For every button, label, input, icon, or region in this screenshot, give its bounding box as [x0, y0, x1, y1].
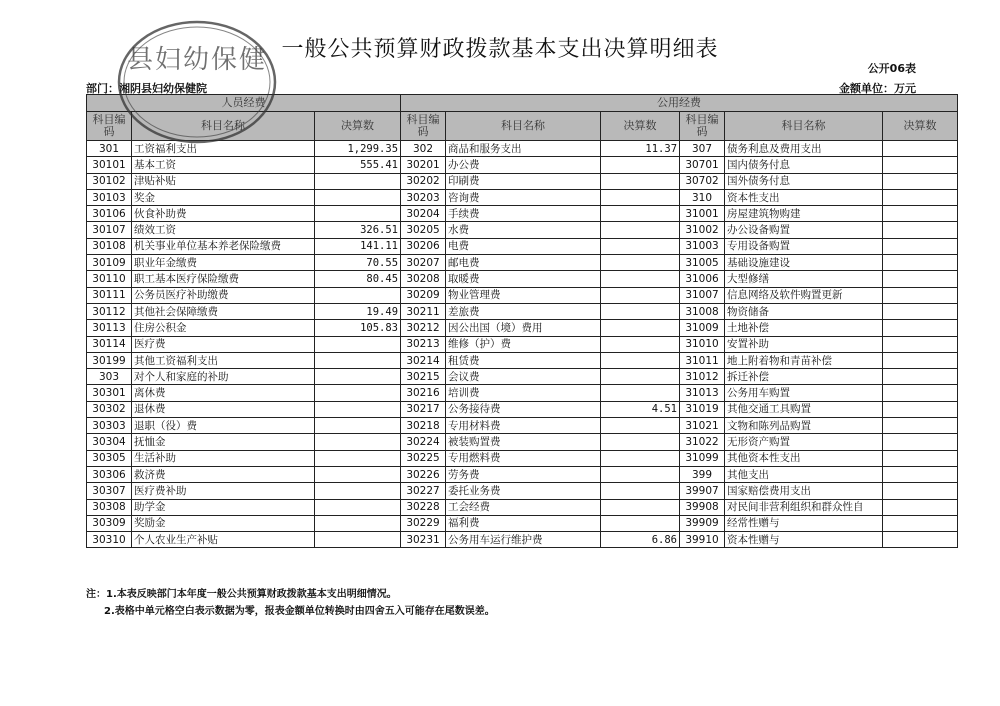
subject-code-cell: 30304 — [87, 434, 132, 450]
table-row — [87, 532, 958, 548]
subject-name-cell: 公务用车购置 — [725, 385, 883, 401]
subject-code-cell: 30206 — [401, 238, 446, 254]
subject-name-cell: 其他工资福利支出 — [132, 352, 315, 368]
amount-cell — [883, 287, 958, 303]
subject-code-cell: 30302 — [87, 401, 132, 417]
amount-cell — [315, 532, 401, 548]
subject-name-cell: 拆迁补偿 — [725, 369, 883, 385]
subject-name-cell: 因公出国（境）费用 — [446, 320, 601, 336]
column-header-name: 科目名称 — [132, 112, 315, 141]
amount-cell — [883, 483, 958, 499]
amount-cell — [883, 157, 958, 173]
subject-name-cell: 助学金 — [132, 499, 315, 515]
subject-name-cell: 无形资产购置 — [725, 434, 883, 450]
subject-code-cell: 30113 — [87, 320, 132, 336]
table-row — [87, 418, 958, 434]
subject-code-cell: 31019 — [680, 401, 725, 417]
amount-cell — [883, 336, 958, 352]
subject-name-cell: 差旅费 — [446, 303, 601, 319]
table-row — [87, 515, 958, 531]
table-row — [87, 222, 958, 238]
amount-cell — [315, 483, 401, 499]
amount-cell — [601, 434, 680, 450]
subject-code-cell: 310 — [680, 189, 725, 205]
amount-cell — [883, 303, 958, 319]
subject-name-cell: 商品和服务支出 — [446, 141, 601, 157]
column-header-code: 科目编码 — [680, 112, 725, 141]
subject-name-cell: 地上附着物和青苗补偿 — [725, 352, 883, 368]
subject-code-cell: 30231 — [401, 532, 446, 548]
subject-code-cell: 31099 — [680, 450, 725, 466]
amount-cell — [315, 515, 401, 531]
amount-cell — [883, 418, 958, 434]
table-row — [87, 238, 958, 254]
amount-cell — [315, 385, 401, 401]
subject-name-cell: 大型修缮 — [725, 271, 883, 287]
amount-cell — [883, 173, 958, 189]
subject-name-cell: 手续费 — [446, 206, 601, 222]
table-row — [87, 352, 958, 368]
subject-name-cell: 物业管理费 — [446, 287, 601, 303]
subject-name-cell: 维修（护）费 — [446, 336, 601, 352]
subject-name-cell: 电费 — [446, 238, 601, 254]
amount-cell — [601, 385, 680, 401]
subject-code-cell: 30224 — [401, 434, 446, 450]
column-header-code: 科目编码 — [87, 112, 132, 141]
subject-code-cell: 30228 — [401, 499, 446, 515]
table-row — [87, 369, 958, 385]
subject-name-cell: 津贴补贴 — [132, 173, 315, 189]
subject-code-cell: 30217 — [401, 401, 446, 417]
table-row — [87, 320, 958, 336]
form-number: 公开06表 — [867, 62, 916, 75]
amount-unit-label: 金额单位：万元 — [839, 82, 916, 95]
amount-cell: 141.11 — [315, 238, 401, 254]
subject-name-cell: 绩效工资 — [132, 222, 315, 238]
public-funds-header: 公用经费 — [401, 95, 958, 112]
amount-cell — [601, 222, 680, 238]
subject-code-cell: 301 — [87, 141, 132, 157]
subject-code-cell: 31003 — [680, 238, 725, 254]
subject-code-cell: 303 — [87, 369, 132, 385]
page-title: 一般公共预算财政拨款基本支出决算明细表 — [281, 37, 719, 62]
subject-name-cell: 个人农业生产补贴 — [132, 532, 315, 548]
subject-code-cell: 30211 — [401, 303, 446, 319]
amount-cell — [601, 271, 680, 287]
subject-code-cell: 31005 — [680, 255, 725, 271]
subject-name-cell: 水费 — [446, 222, 601, 238]
subject-name-cell: 退休费 — [132, 401, 315, 417]
amount-cell — [601, 189, 680, 205]
subject-code-cell: 31021 — [680, 418, 725, 434]
column-header-amount: 决算数 — [315, 112, 401, 141]
amount-cell — [883, 206, 958, 222]
subject-code-cell: 31011 — [680, 352, 725, 368]
subject-code-cell: 31012 — [680, 369, 725, 385]
subject-code-cell: 30109 — [87, 255, 132, 271]
subject-name-cell: 国内债务付息 — [725, 157, 883, 173]
amount-cell — [601, 336, 680, 352]
subject-code-cell: 30101 — [87, 157, 132, 173]
subject-code-cell: 31001 — [680, 206, 725, 222]
amount-cell — [601, 466, 680, 482]
subject-name-cell: 对民间非营利组织和群众性自 — [725, 499, 883, 515]
subject-name-cell: 专用设备购置 — [725, 238, 883, 254]
subject-code-cell: 30303 — [87, 418, 132, 434]
subject-name-cell: 对个人和家庭的补助 — [132, 369, 315, 385]
subject-code-cell: 30205 — [401, 222, 446, 238]
subject-name-cell: 机关事业单位基本养老保险缴费 — [132, 238, 315, 254]
subject-name-cell: 抚恤金 — [132, 434, 315, 450]
subject-name-cell: 国家赔偿费用支出 — [725, 483, 883, 499]
subject-code-cell: 30202 — [401, 173, 446, 189]
svg-text:县妇幼保健: 县妇幼保健 — [126, 45, 268, 75]
amount-cell — [601, 255, 680, 271]
amount-cell — [601, 499, 680, 515]
subject-code-cell: 31009 — [680, 320, 725, 336]
department-label: 部门：湘阴县妇幼保健院 — [86, 82, 207, 95]
table-row — [87, 466, 958, 482]
table-row — [87, 287, 958, 303]
subject-code-cell: 30310 — [87, 532, 132, 548]
subject-name-cell: 咨询费 — [446, 189, 601, 205]
subject-name-cell: 房屋建筑物购建 — [725, 206, 883, 222]
subject-name-cell: 医疗费补助 — [132, 483, 315, 499]
subject-code-cell: 30309 — [87, 515, 132, 531]
subject-code-cell: 30110 — [87, 271, 132, 287]
subject-name-cell: 奖金 — [132, 189, 315, 205]
amount-cell: 555.41 — [315, 157, 401, 173]
subject-name-cell: 公务接待费 — [446, 401, 601, 417]
footnote-2: 2.表格中单元格空白表示数据为零，报表金额单位转换时由四舍五入可能存在尾数误差。 — [104, 606, 495, 617]
subject-name-cell: 债务利息及费用支出 — [725, 141, 883, 157]
subject-code-cell: 30702 — [680, 173, 725, 189]
amount-cell — [315, 434, 401, 450]
subject-name-cell: 职工基本医疗保险缴费 — [132, 271, 315, 287]
amount-cell — [601, 157, 680, 173]
table-row — [87, 303, 958, 319]
table-row — [87, 141, 958, 157]
subject-name-cell: 公务员医疗补助缴费 — [132, 287, 315, 303]
subject-name-cell: 资本性支出 — [725, 189, 883, 205]
subject-name-cell: 经常性赠与 — [725, 515, 883, 531]
subject-name-cell: 安置补助 — [725, 336, 883, 352]
amount-cell: 105.83 — [315, 320, 401, 336]
subject-name-cell: 其他资本性支出 — [725, 450, 883, 466]
subject-name-cell: 工资福利支出 — [132, 141, 315, 157]
column-header-name: 科目名称 — [446, 112, 601, 141]
amount-cell — [601, 238, 680, 254]
subject-code-cell: 39907 — [680, 483, 725, 499]
amount-cell — [601, 303, 680, 319]
amount-cell — [601, 206, 680, 222]
subject-name-cell: 离休费 — [132, 385, 315, 401]
column-header-amount: 决算数 — [601, 112, 680, 141]
subject-name-cell: 委托业务费 — [446, 483, 601, 499]
subject-name-cell: 奖励金 — [132, 515, 315, 531]
subject-code-cell: 30199 — [87, 352, 132, 368]
subject-code-cell: 30229 — [401, 515, 446, 531]
subject-name-cell: 退职（役）费 — [132, 418, 315, 434]
amount-cell — [601, 450, 680, 466]
amount-cell — [883, 532, 958, 548]
table-row — [87, 336, 958, 352]
amount-cell: 70.55 — [315, 255, 401, 271]
amount-cell — [883, 369, 958, 385]
amount-cell — [315, 352, 401, 368]
subject-code-cell: 302 — [401, 141, 446, 157]
amount-cell — [601, 418, 680, 434]
subject-name-cell: 信息网络及软件购置更新 — [725, 287, 883, 303]
amount-cell — [315, 206, 401, 222]
subject-code-cell: 30204 — [401, 206, 446, 222]
amount-cell: 4.51 — [601, 401, 680, 417]
subject-name-cell: 文物和陈列品购置 — [725, 418, 883, 434]
subject-code-cell: 30207 — [401, 255, 446, 271]
subject-code-cell: 30301 — [87, 385, 132, 401]
subject-name-cell: 基础设施建设 — [725, 255, 883, 271]
table-row — [87, 450, 958, 466]
subject-code-cell: 30218 — [401, 418, 446, 434]
subject-name-cell: 会议费 — [446, 369, 601, 385]
amount-cell — [883, 271, 958, 287]
amount-cell — [883, 222, 958, 238]
subject-code-cell: 30214 — [401, 352, 446, 368]
subject-name-cell: 印刷费 — [446, 173, 601, 189]
amount-cell — [883, 255, 958, 271]
table-row — [87, 499, 958, 515]
subject-code-cell: 30208 — [401, 271, 446, 287]
subject-name-cell: 工会经费 — [446, 499, 601, 515]
amount-cell — [601, 287, 680, 303]
subject-code-cell: 31008 — [680, 303, 725, 319]
subject-code-cell: 30225 — [401, 450, 446, 466]
amount-cell — [315, 336, 401, 352]
subject-code-cell: 30209 — [401, 287, 446, 303]
amount-cell — [883, 466, 958, 482]
subject-code-cell: 30306 — [87, 466, 132, 482]
subject-code-cell: 31013 — [680, 385, 725, 401]
amount-cell — [315, 189, 401, 205]
subject-code-cell: 30212 — [401, 320, 446, 336]
amount-cell — [315, 418, 401, 434]
amount-cell — [883, 385, 958, 401]
subject-name-cell: 取暖费 — [446, 271, 601, 287]
amount-cell: 11.37 — [601, 141, 680, 157]
subject-code-cell: 30112 — [87, 303, 132, 319]
column-header-name: 科目名称 — [725, 112, 883, 141]
amount-cell — [315, 287, 401, 303]
amount-cell — [883, 352, 958, 368]
subject-name-cell: 土地补偿 — [725, 320, 883, 336]
subject-name-cell: 办公设备购置 — [725, 222, 883, 238]
amount-cell — [601, 515, 680, 531]
subject-code-cell: 31010 — [680, 336, 725, 352]
subject-code-cell: 31022 — [680, 434, 725, 450]
column-header-amount: 决算数 — [883, 112, 958, 141]
amount-cell — [883, 141, 958, 157]
personnel-funds-header: 人员经费 — [87, 95, 401, 112]
subject-code-cell: 30108 — [87, 238, 132, 254]
table-body — [87, 141, 958, 548]
amount-cell — [601, 369, 680, 385]
amount-cell — [601, 320, 680, 336]
subject-code-cell: 30107 — [87, 222, 132, 238]
subject-code-cell: 30201 — [401, 157, 446, 173]
table-row — [87, 173, 958, 189]
amount-cell — [315, 173, 401, 189]
subject-code-cell: 39908 — [680, 499, 725, 515]
subject-code-cell: 399 — [680, 466, 725, 482]
subject-code-cell: 30106 — [87, 206, 132, 222]
table-row — [87, 385, 958, 401]
amount-cell: 19.49 — [315, 303, 401, 319]
subject-name-cell: 物资储备 — [725, 303, 883, 319]
amount-cell — [601, 483, 680, 499]
subject-code-cell: 30103 — [87, 189, 132, 205]
subject-name-cell: 劳务费 — [446, 466, 601, 482]
column-header-code: 科目编码 — [401, 112, 446, 141]
subject-code-cell: 39909 — [680, 515, 725, 531]
subject-code-cell: 39910 — [680, 532, 725, 548]
table-row — [87, 189, 958, 205]
subject-name-cell: 公务用车运行维护费 — [446, 532, 601, 548]
amount-cell: 326.51 — [315, 222, 401, 238]
subject-code-cell: 31006 — [680, 271, 725, 287]
amount-cell — [315, 401, 401, 417]
amount-cell — [315, 466, 401, 482]
amount-cell: 6.86 — [601, 532, 680, 548]
table-row — [87, 206, 958, 222]
subject-name-cell: 资本性赠与 — [725, 532, 883, 548]
table-row — [87, 434, 958, 450]
footnotes — [86, 586, 495, 620]
expenditure-table — [86, 94, 958, 548]
subject-name-cell: 住房公积金 — [132, 320, 315, 336]
table-row — [87, 271, 958, 287]
amount-cell — [883, 499, 958, 515]
amount-cell — [601, 352, 680, 368]
table-row — [87, 157, 958, 173]
subject-code-cell: 30203 — [401, 189, 446, 205]
amount-cell — [883, 320, 958, 336]
subject-name-cell: 租赁费 — [446, 352, 601, 368]
amount-cell — [883, 515, 958, 531]
amount-cell — [883, 401, 958, 417]
subject-code-cell: 31007 — [680, 287, 725, 303]
subject-code-cell: 30308 — [87, 499, 132, 515]
subject-name-cell: 其他交通工具购置 — [725, 401, 883, 417]
amount-cell — [315, 450, 401, 466]
subject-code-cell: 30111 — [87, 287, 132, 303]
subject-name-cell: 福利费 — [446, 515, 601, 531]
amount-cell — [883, 450, 958, 466]
subject-code-cell: 31002 — [680, 222, 725, 238]
subject-code-cell: 30305 — [87, 450, 132, 466]
subject-name-cell: 职业年金缴费 — [132, 255, 315, 271]
subject-code-cell: 30114 — [87, 336, 132, 352]
subject-name-cell: 基本工资 — [132, 157, 315, 173]
subject-name-cell: 国外债务付息 — [725, 173, 883, 189]
subject-code-cell: 30701 — [680, 157, 725, 173]
amount-cell — [883, 189, 958, 205]
subject-name-cell: 邮电费 — [446, 255, 601, 271]
subject-name-cell: 生活补助 — [132, 450, 315, 466]
subject-name-cell: 伙食补助费 — [132, 206, 315, 222]
subject-name-cell: 专用燃料费 — [446, 450, 601, 466]
amount-cell — [315, 369, 401, 385]
amount-cell: 80.45 — [315, 271, 401, 287]
table-row — [87, 483, 958, 499]
amount-cell: 1,299.35 — [315, 141, 401, 157]
amount-cell — [883, 238, 958, 254]
subject-name-cell: 其他支出 — [725, 466, 883, 482]
amount-cell — [315, 499, 401, 515]
amount-cell — [883, 434, 958, 450]
subject-name-cell: 培训费 — [446, 385, 601, 401]
table-row — [87, 255, 958, 271]
subject-code-cell: 30102 — [87, 173, 132, 189]
subject-code-cell: 307 — [680, 141, 725, 157]
subject-code-cell: 30216 — [401, 385, 446, 401]
subject-name-cell: 医疗费 — [132, 336, 315, 352]
table-row — [87, 401, 958, 417]
subject-code-cell: 30213 — [401, 336, 446, 352]
subject-code-cell: 30215 — [401, 369, 446, 385]
footnote-1: 注：1.本表反映部门本年度一般公共预算财政拨款基本支出明细情况。 — [86, 589, 397, 600]
subject-code-cell: 30307 — [87, 483, 132, 499]
amount-cell — [601, 173, 680, 189]
subject-code-cell: 30226 — [401, 466, 446, 482]
subject-name-cell: 被装购置费 — [446, 434, 601, 450]
subject-name-cell: 救济费 — [132, 466, 315, 482]
subject-name-cell: 办公费 — [446, 157, 601, 173]
subject-name-cell: 专用材料费 — [446, 418, 601, 434]
subject-name-cell: 其他社会保障缴费 — [132, 303, 315, 319]
subject-code-cell: 30227 — [401, 483, 446, 499]
